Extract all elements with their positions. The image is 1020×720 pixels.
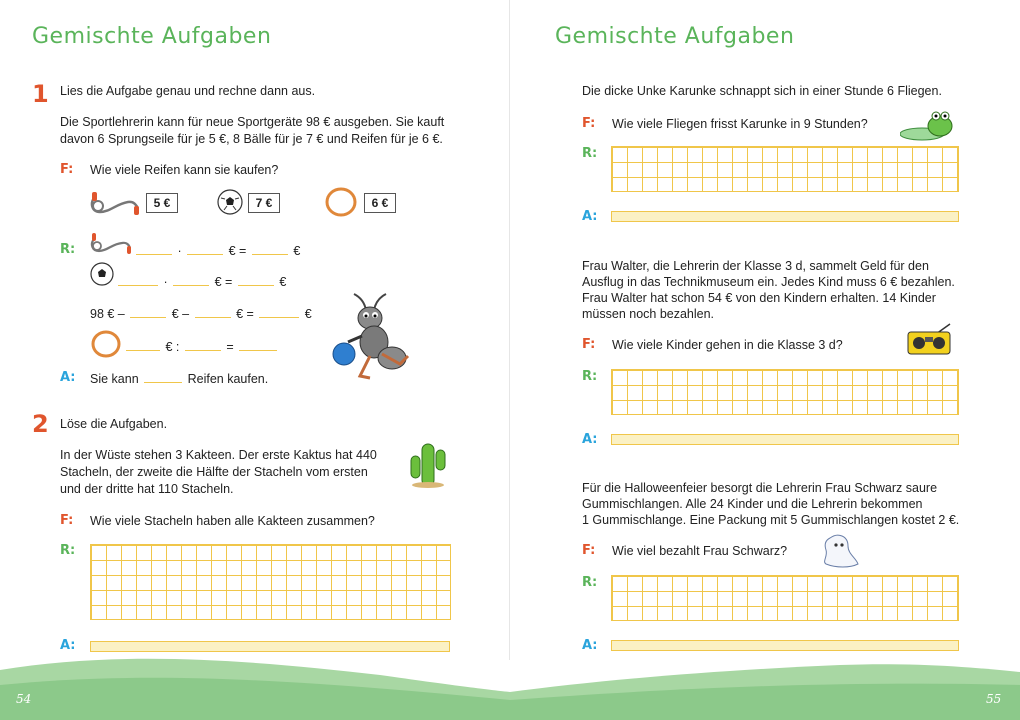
calc-row-rope	[134, 242, 300, 260]
answer-blank[interactable]	[238, 273, 274, 286]
calc-eur: €	[304, 307, 312, 321]
calc-minus-eur: € –	[171, 307, 190, 321]
task1-instruction: Lies die Aufgabe genau und rechne dann aus.	[60, 84, 316, 98]
answer-field[interactable]	[611, 434, 959, 445]
calc-row-ball	[116, 273, 286, 291]
task5-question: Wie viel bezahlt Frau Schwarz?	[612, 544, 788, 558]
answer-blank[interactable]	[252, 242, 288, 255]
calculation-grid[interactable]	[90, 544, 451, 620]
price-tag-hoop: 6 €	[364, 193, 396, 213]
calc-eq: =	[226, 340, 234, 354]
answer-blank[interactable]	[239, 338, 277, 351]
task-number-1: 1	[32, 80, 49, 108]
calc-eur: €	[293, 244, 301, 258]
calculation-grid[interactable]	[611, 369, 959, 415]
question-label: F:	[60, 513, 74, 528]
task5-text-line: Für die Halloweenfeier besorgt die Lehrerin Frau Schwarz saure	[582, 481, 938, 495]
frog-icon	[900, 106, 960, 142]
task4-text-line: müssen noch bezahlen.	[582, 307, 715, 321]
ant-mascot-illustration	[330, 292, 414, 384]
answer-label: A:	[582, 432, 598, 447]
task4-text-line: Ausflug in das Technikmuseum ein. Jedes Kind muss 6 € bezahlen.	[582, 275, 955, 289]
task3-question: Wie viele Fliegen frisst Karunke in 9 Stunden?	[612, 117, 868, 131]
calc-dot: ·	[163, 275, 168, 289]
task2-text-line: In der Wüste stehen 3 Kakteen. Der erste Kaktus hat 440	[60, 448, 377, 462]
page-title: Gemischte Aufgaben	[32, 24, 272, 49]
answer-label: A:	[582, 209, 598, 224]
answer-label: A:	[60, 370, 76, 385]
answer-blank[interactable]	[136, 242, 172, 255]
calculation-grid[interactable]	[611, 146, 959, 192]
calc-label: R:	[582, 146, 598, 161]
hoop-icon	[324, 187, 358, 217]
calc-label: R:	[60, 543, 76, 558]
ghost-icon	[818, 530, 862, 572]
task2-instruction: Löse die Aufgaben.	[60, 417, 168, 431]
page-number: 54	[16, 692, 32, 706]
question-label: F:	[582, 543, 596, 558]
calc-98: 98 € –	[90, 307, 125, 321]
answer-blank[interactable]	[259, 305, 299, 318]
answer-label: A:	[60, 638, 76, 653]
task3-text-line: Die dicke Unke Karunke schnappt sich in einer Stunde 6 Fliegen.	[582, 84, 942, 98]
calculation-grid[interactable]	[611, 575, 959, 621]
answer-suffix: Reifen kaufen.	[187, 372, 269, 386]
page-number: 55	[986, 692, 1002, 706]
answer-prefix: Sie kann	[90, 372, 139, 386]
calc-row-total	[90, 305, 312, 323]
task1-answer-line	[90, 370, 268, 388]
task1-text-line: davon 6 Sprungseile für je 5 €, 8 Bälle für je 7 € und Reifen für je 6 €.	[60, 132, 443, 146]
task4-question: Wie viele Kinder gehen in die Klasse 3 d?	[612, 338, 843, 352]
calc-eur: €	[279, 275, 287, 289]
right-page	[510, 0, 1020, 720]
calc-label: R:	[582, 575, 598, 590]
calc-label: R:	[582, 369, 598, 384]
radio-icon	[906, 322, 956, 356]
answer-blank[interactable]	[195, 305, 231, 318]
cactus-icon	[408, 438, 448, 488]
jump-rope-icon	[88, 232, 134, 256]
task2-question: Wie viele Stacheln haben alle Kakteen zusammen?	[90, 514, 375, 528]
task1-question: Wie viele Reifen kann sie kaufen?	[90, 163, 279, 177]
task4-text-line: Frau Walter hat schon 54 € von den Kindern erhalten. 14 Kinder	[582, 291, 936, 305]
answer-blank[interactable]	[126, 338, 160, 351]
question-label: F:	[582, 116, 596, 131]
task1-text-line: Die Sportlehrerin kann für neue Sportgeräte 98 € ausgeben. Sie kauft	[60, 115, 445, 129]
calc-dot: ·	[177, 244, 182, 258]
answer-blank[interactable]	[185, 338, 221, 351]
price-tag-rope: 5 €	[146, 193, 178, 213]
soccer-ball-icon	[217, 189, 243, 215]
task2-text-line: und der dritte hat 110 Stacheln.	[60, 482, 234, 496]
answer-field[interactable]	[611, 640, 959, 651]
jump-rope-icon	[88, 190, 144, 218]
task5-text-line: 1 Gummischlange. Eine Packung mit 5 Gummischlangen kostet 2 €.	[582, 513, 960, 527]
hoop-icon	[90, 330, 124, 358]
task4-text-line: Frau Walter, die Lehrerin der Klasse 3 d, sammelt Geld für den	[582, 259, 929, 273]
question-label: F:	[60, 162, 74, 177]
calc-eq-eur: € =	[214, 275, 233, 289]
calc-eq-eur: € =	[228, 244, 247, 258]
answer-blank[interactable]	[130, 305, 166, 318]
answer-field[interactable]	[90, 641, 450, 652]
calc-eq-eur: € =	[236, 307, 254, 321]
answer-label: A:	[582, 638, 598, 653]
question-label: F:	[582, 337, 596, 352]
answer-blank[interactable]	[144, 370, 182, 383]
soccer-ball-icon	[90, 262, 114, 286]
calc-row-hoop	[124, 338, 279, 356]
calc-label: R:	[60, 242, 76, 257]
page-title: Gemischte Aufgaben	[555, 24, 795, 49]
answer-blank[interactable]	[118, 273, 158, 286]
task2-text-line: Stacheln, der zweite die Hälfte der Stacheln vom ersten	[60, 465, 368, 479]
task5-text-line: Gummischlangen. Alle 24 Kinder und die Lehrerin bekommen	[582, 497, 923, 511]
answer-field[interactable]	[611, 211, 959, 222]
price-tag-ball: 7 €	[248, 193, 280, 213]
calc-colon: € :	[165, 340, 180, 354]
task-number-2: 2	[32, 410, 49, 438]
answer-blank[interactable]	[187, 242, 223, 255]
answer-blank[interactable]	[173, 273, 209, 286]
